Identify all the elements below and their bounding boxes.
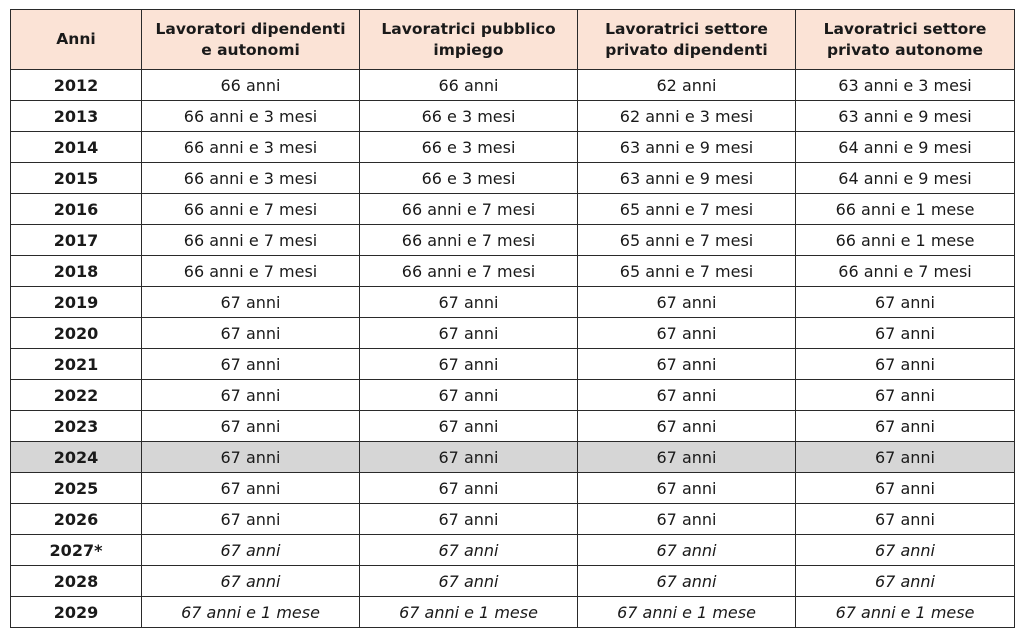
age-cell: 67 anni [578, 535, 796, 566]
age-cell: 66 anni e 1 mese [796, 225, 1015, 256]
age-cell: 66 anni e 7 mesi [360, 225, 578, 256]
age-cell: 67 anni [796, 566, 1015, 597]
age-cell: 67 anni [578, 473, 796, 504]
header-lavoratrici-privato-autonome: Lavoratrici settore privato autonome [796, 10, 1015, 70]
age-cell: 66 anni e 3 mesi [142, 163, 360, 194]
age-cell: 67 anni [796, 287, 1015, 318]
age-cell: 65 anni e 7 mesi [578, 256, 796, 287]
age-cell: 65 anni e 7 mesi [578, 225, 796, 256]
table-row [11, 380, 1015, 411]
table-row [11, 442, 1015, 473]
age-cell: 67 anni e 1 mese [142, 597, 360, 628]
age-cell: 67 anni [142, 566, 360, 597]
year-cell: 2026 [11, 504, 142, 535]
age-cell: 67 anni [796, 380, 1015, 411]
year-cell: 2021 [11, 349, 142, 380]
table-header [11, 10, 1015, 70]
age-cell: 65 anni e 7 mesi [578, 194, 796, 225]
table-row [11, 132, 1015, 163]
table-row [11, 256, 1015, 287]
age-cell: 67 anni [360, 411, 578, 442]
table-row [11, 411, 1015, 442]
age-cell: 67 anni [142, 442, 360, 473]
age-cell: 67 anni [796, 442, 1015, 473]
table-row [11, 597, 1015, 628]
age-cell: 67 anni e 1 mese [360, 597, 578, 628]
age-cell: 66 e 3 mesi [360, 132, 578, 163]
age-cell: 66 anni e 7 mesi [796, 256, 1015, 287]
year-cell: 2028 [11, 566, 142, 597]
year-cell: 2017 [11, 225, 142, 256]
age-cell: 62 anni [578, 70, 796, 101]
age-cell: 67 anni [142, 349, 360, 380]
year-cell: 2019 [11, 287, 142, 318]
age-cell: 67 anni [796, 411, 1015, 442]
age-cell: 67 anni [578, 442, 796, 473]
year-cell: 2029 [11, 597, 142, 628]
age-cell: 67 anni [796, 504, 1015, 535]
pension-age-table [10, 9, 1015, 628]
age-cell: 67 anni [360, 442, 578, 473]
age-cell: 67 anni [360, 287, 578, 318]
year-cell: 2014 [11, 132, 142, 163]
age-cell: 66 e 3 mesi [360, 101, 578, 132]
table-row [11, 535, 1015, 566]
age-cell: 67 anni e 1 mese [578, 597, 796, 628]
age-cell: 66 anni e 7 mesi [142, 194, 360, 225]
table-row [11, 287, 1015, 318]
age-cell: 67 anni [796, 318, 1015, 349]
age-cell: 67 anni [578, 380, 796, 411]
age-cell: 63 anni e 9 mesi [796, 101, 1015, 132]
age-cell: 63 anni e 3 mesi [796, 70, 1015, 101]
age-cell: 67 anni [360, 380, 578, 411]
year-cell: 2025 [11, 473, 142, 504]
age-cell: 67 anni [360, 349, 578, 380]
age-cell: 62 anni e 3 mesi [578, 101, 796, 132]
header-anni: Anni [11, 10, 142, 70]
age-cell: 67 anni [142, 504, 360, 535]
age-cell: 63 anni e 9 mesi [578, 163, 796, 194]
table-row [11, 225, 1015, 256]
year-cell: 2018 [11, 256, 142, 287]
table-row [11, 504, 1015, 535]
table-row [11, 473, 1015, 504]
age-cell: 67 anni e 1 mese [796, 597, 1015, 628]
age-cell: 66 anni e 7 mesi [142, 256, 360, 287]
table-row [11, 163, 1015, 194]
pension-age-table-container [10, 9, 1014, 628]
year-cell: 2016 [11, 194, 142, 225]
table-row [11, 101, 1015, 132]
age-cell: 67 anni [360, 318, 578, 349]
table-row [11, 566, 1015, 597]
age-cell: 66 anni e 3 mesi [142, 132, 360, 163]
age-cell: 67 anni [360, 566, 578, 597]
age-cell: 66 anni e 7 mesi [360, 256, 578, 287]
header-row [11, 10, 1015, 70]
header-lavoratrici-pubblico-impiego: Lavoratrici pubblico impiego [360, 10, 578, 70]
year-cell: 2023 [11, 411, 142, 442]
age-cell: 67 anni [142, 535, 360, 566]
age-cell: 67 anni [578, 287, 796, 318]
year-cell: 2015 [11, 163, 142, 194]
age-cell: 66 e 3 mesi [360, 163, 578, 194]
age-cell: 67 anni [796, 535, 1015, 566]
age-cell: 67 anni [360, 473, 578, 504]
age-cell: 66 anni e 7 mesi [142, 225, 360, 256]
table-body [11, 70, 1015, 628]
header-lavoratori-dipendenti-autonomi: Lavoratori dipendenti e autonomi [142, 10, 360, 70]
age-cell: 67 anni [578, 318, 796, 349]
age-cell: 66 anni [142, 70, 360, 101]
age-cell: 67 anni [142, 380, 360, 411]
age-cell: 63 anni e 9 mesi [578, 132, 796, 163]
table-row [11, 194, 1015, 225]
table-row [11, 349, 1015, 380]
age-cell: 67 anni [578, 504, 796, 535]
age-cell: 67 anni [142, 473, 360, 504]
year-cell: 2024 [11, 442, 142, 473]
year-cell: 2013 [11, 101, 142, 132]
year-cell: 2020 [11, 318, 142, 349]
age-cell: 67 anni [360, 504, 578, 535]
age-cell: 66 anni e 1 mese [796, 194, 1015, 225]
age-cell: 66 anni e 7 mesi [360, 194, 578, 225]
header-lavoratrici-privato-dipendenti: Lavoratrici settore privato dipendenti [578, 10, 796, 70]
age-cell: 67 anni [360, 535, 578, 566]
year-cell: 2022 [11, 380, 142, 411]
age-cell: 66 anni e 3 mesi [142, 101, 360, 132]
age-cell: 64 anni e 9 mesi [796, 132, 1015, 163]
age-cell: 67 anni [578, 349, 796, 380]
age-cell: 67 anni [142, 287, 360, 318]
year-cell: 2027* [11, 535, 142, 566]
age-cell: 67 anni [578, 411, 796, 442]
age-cell: 67 anni [142, 411, 360, 442]
year-cell: 2012 [11, 70, 142, 101]
age-cell: 67 anni [796, 473, 1015, 504]
age-cell: 67 anni [142, 318, 360, 349]
age-cell: 67 anni [578, 566, 796, 597]
age-cell: 67 anni [796, 349, 1015, 380]
age-cell: 66 anni [360, 70, 578, 101]
table-row [11, 318, 1015, 349]
age-cell: 64 anni e 9 mesi [796, 163, 1015, 194]
table-row [11, 70, 1015, 101]
